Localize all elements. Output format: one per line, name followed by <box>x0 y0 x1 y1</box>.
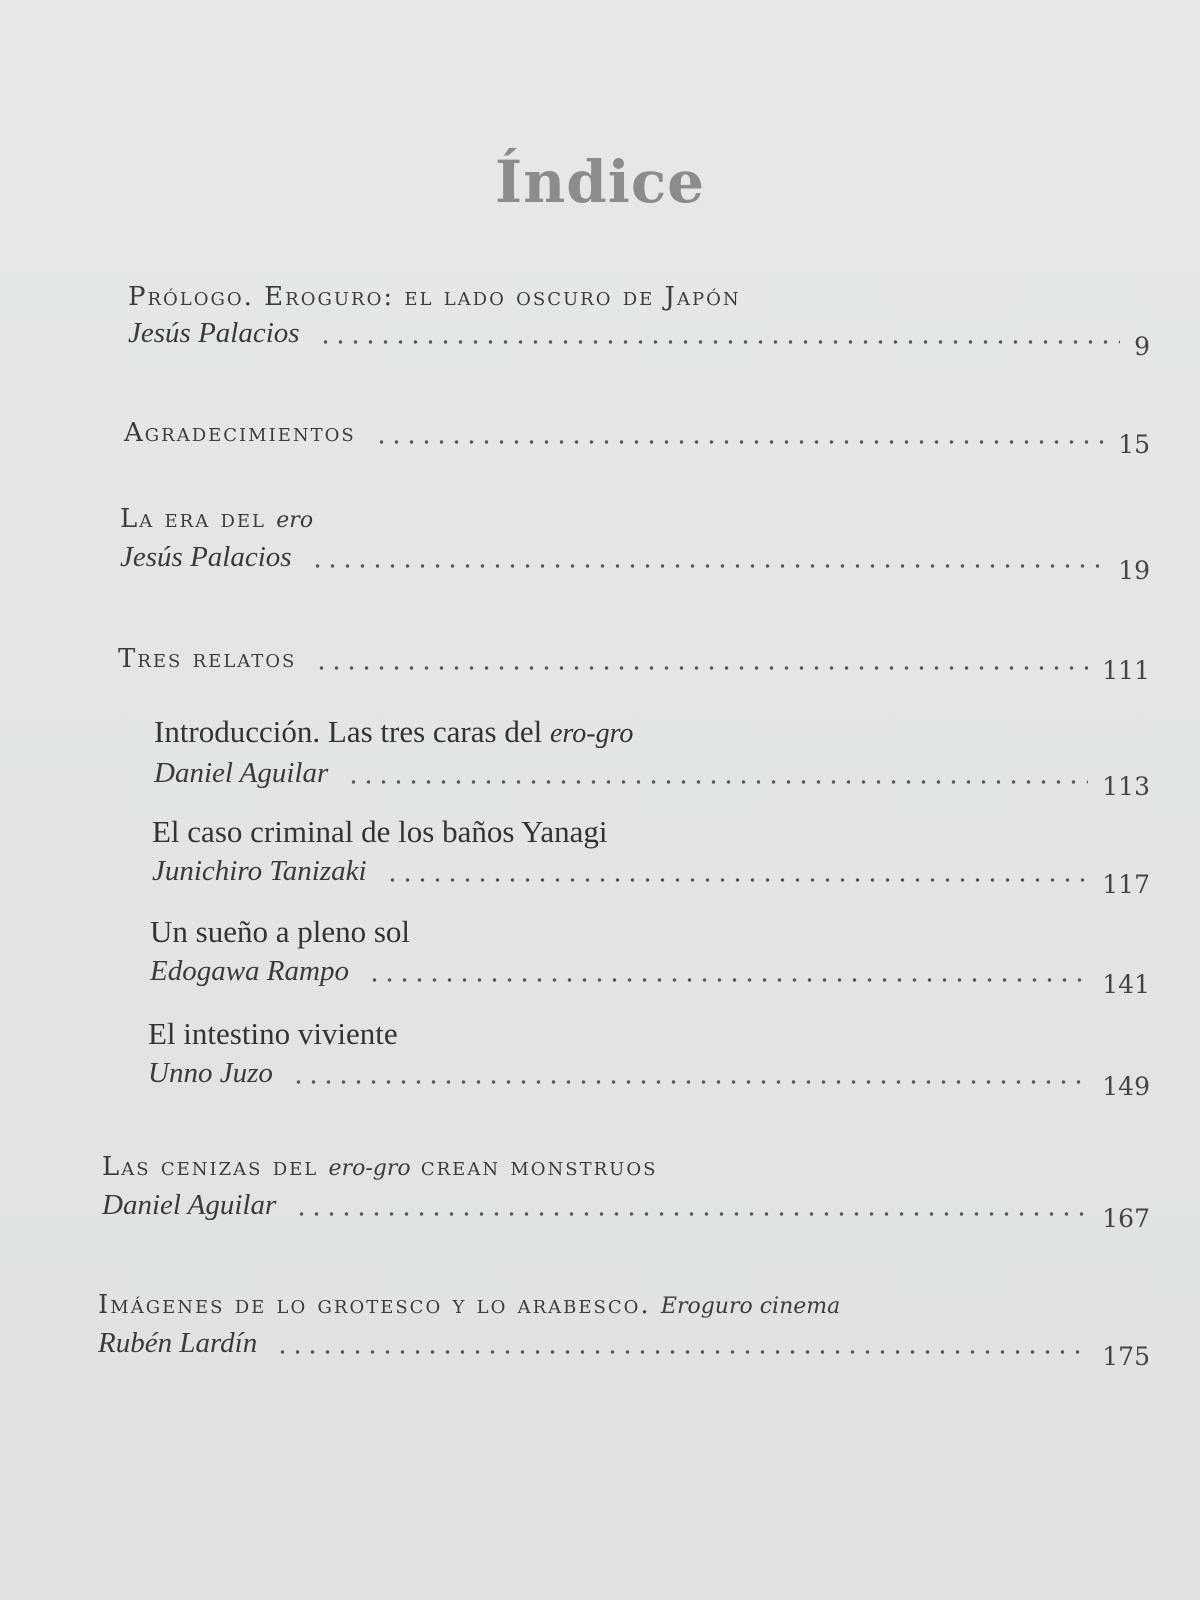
entry-author-line <box>98 1324 1150 1371</box>
entry-page-number: 149 <box>1102 1072 1150 1101</box>
entry-heading: Tres relatos <box>118 644 297 674</box>
entry-author: Unno Juzo <box>148 1057 273 1089</box>
dot-leader <box>310 562 1105 570</box>
dot-leader <box>314 664 1088 672</box>
entry-page-number: 141 <box>1102 970 1150 999</box>
dot-leader <box>385 876 1089 884</box>
entry-heading: La era del ero <box>120 504 314 534</box>
entry-heading-emphasis: Eroguro cinema <box>660 1294 841 1319</box>
entry-heading: Agradecimientos <box>124 418 356 448</box>
dot-leader <box>318 338 1121 346</box>
toc-entry-imagenes-grotesco <box>98 1288 1150 1371</box>
dot-leader <box>291 1078 1088 1086</box>
toc-entry-la-era-del-ero <box>120 502 1150 585</box>
entry-author-line <box>120 538 1150 585</box>
entry-title-emphasis: ero-gro <box>549 718 634 749</box>
entry-heading: Imágenes de lo grotesco y lo arabesco. Eroguro cinema <box>98 1290 841 1320</box>
dot-leader <box>346 778 1088 786</box>
entry-author: Edogawa Rampo <box>150 955 349 987</box>
entry-heading-emphasis: ero-gro <box>328 1156 411 1181</box>
entry-page-number: 15 <box>1118 430 1150 459</box>
entry-author-line <box>128 314 1150 361</box>
toc-entry-tres-relatos <box>118 638 1150 685</box>
entry-author: Daniel Aguilar <box>102 1189 277 1221</box>
entry-page-number: 9 <box>1134 332 1150 361</box>
entry-heading: Las cenizas del ero-gro crean monstruos <box>102 1152 658 1182</box>
entry-author: Jesús Palacios <box>120 541 292 573</box>
entry-title: El caso criminal de los baños Yanagi <box>152 814 608 849</box>
entry-title: Introducción. Las tres caras del ero-gro <box>154 714 634 749</box>
entry-page-number: 167 <box>1102 1204 1150 1233</box>
entry-title: El intestino viviente <box>148 1016 398 1051</box>
toc-subentry-sueno-pleno-sol <box>150 912 1150 999</box>
entry-author-line <box>148 1054 1150 1101</box>
entry-author-line <box>102 1186 1150 1233</box>
entry-author: Junichiro Tanizaki <box>152 855 367 887</box>
dot-leader <box>367 976 1088 984</box>
entry-heading-emphasis: ero <box>276 508 314 533</box>
entry-author: Daniel Aguilar <box>154 757 329 789</box>
entry-author: Rubén Lardín <box>98 1327 258 1359</box>
entry-author: Jesús Palacios <box>128 317 300 349</box>
entry-heading: Prólogo. Eroguro: el lado oscuro de Japón <box>128 282 741 312</box>
toc-entry-agradecimientos <box>124 412 1150 459</box>
dot-leader <box>275 1348 1088 1356</box>
entry-page-number: 113 <box>1102 772 1150 801</box>
toc-entry-cenizas <box>102 1150 1150 1233</box>
entry-heading-line <box>124 412 1150 459</box>
toc-subentry-intestino-viviente <box>148 1014 1150 1101</box>
entry-author-line <box>154 754 1150 801</box>
entry-page-number: 111 <box>1102 656 1150 685</box>
page-title: Índice <box>494 148 706 216</box>
entry-title: Un sueño a pleno sol <box>150 914 411 949</box>
entry-page-number: 117 <box>1102 870 1150 899</box>
dot-leader <box>294 1210 1088 1218</box>
entry-author-line <box>152 852 1150 899</box>
entry-author-line <box>150 952 1150 999</box>
toc-subentry-introduccion <box>154 712 1150 801</box>
toc-entry-prologo <box>128 280 1150 361</box>
dot-leader <box>374 438 1105 446</box>
entry-heading-line <box>118 638 1150 685</box>
entry-page-number: 175 <box>1102 1342 1150 1371</box>
toc-subentry-banos-yanagi <box>152 812 1150 899</box>
entry-page-number: 19 <box>1118 556 1150 585</box>
